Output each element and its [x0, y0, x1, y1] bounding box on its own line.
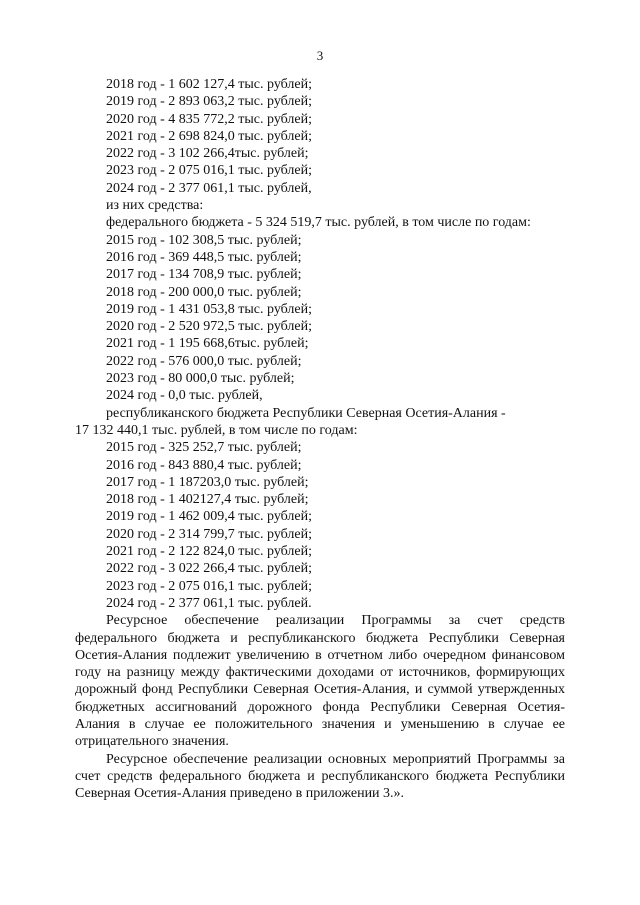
year-line-2022: 2022 год - 3 102 266,4тыс. рублей;: [106, 146, 309, 162]
republic-line-2023: 2023 год - 2 075 016,1 тыс. рублей;: [106, 578, 313, 594]
federal-line-2024: 2024 год - 0,0 тыс. рублей,: [106, 388, 263, 404]
document-body: [75, 76, 565, 802]
federal-line-2018: 2018 год - 200 000,0 тыс. рублей;: [106, 284, 302, 300]
republic-budget-heading: республиканского бюджета Республики Северная Осетия-Алания -: [106, 405, 506, 421]
federal-line-2019: 2019 год - 1 431 053,8 тыс. рублей;: [106, 301, 313, 317]
year-line-2018: 2018 год - 1 602 127,4 тыс. рублей;: [106, 77, 313, 92]
year-line-2021: 2021 год - 2 698 824,0 тыс. рублей;: [106, 128, 313, 144]
republic-line-2021: 2021 год - 2 122 824,0 тыс. рублей;: [106, 544, 313, 560]
republic-line-2018: 2018 год - 1 402127,4 тыс. рублей;: [106, 492, 309, 508]
republic-line-2019: 2019 год - 1 462 009,4 тыс. рублей;: [106, 509, 313, 525]
year-line-2023: 2023 год - 2 075 016,1 тыс. рублей;: [106, 163, 313, 179]
federal-line-2021: 2021 год - 1 195 668,6тыс. рублей;: [106, 336, 309, 352]
of-them-label: из них средства:: [106, 198, 204, 214]
total-by-year-list: [75, 76, 565, 197]
federal-line-2020: 2020 год - 2 520 972,5 тыс. рублей;: [106, 319, 313, 335]
federal-line-2016: 2016 год - 369 448,5 тыс. рублей;: [106, 249, 302, 265]
federal-line-2022: 2022 год - 576 000,0 тыс. рублей;: [106, 353, 302, 369]
republic-line-2016: 2016 год - 843 880,4 тыс. рублей;: [106, 457, 302, 473]
federal-line-2017: 2017 год - 134 708,9 тыс. рублей;: [106, 267, 302, 283]
republic-line-2022: 2022 год - 3 022 266,4 тыс. рублей;: [106, 561, 313, 577]
federal-budget-heading: федерального бюджета - 5 324 519,7 тыс. рублей, в том числе по годам:: [106, 215, 531, 231]
year-line-2024: 2024 год - 2 377 061,1 тыс. рублей,: [106, 180, 312, 196]
republic-line-2020: 2020 год - 2 314 799,7 тыс. рублей;: [106, 526, 313, 542]
republic-by-year-list: [75, 439, 565, 612]
year-line-2019: 2019 год - 2 893 063,2 тыс. рублей;: [106, 94, 313, 110]
federal-line-2015: 2015 год - 102 308,5 тыс. рублей;: [106, 232, 302, 248]
federal-line-2023: 2023 год - 80 000,0 тыс. рублей;: [106, 371, 295, 387]
republic-line-2024: 2024 год - 2 377 061,1 тыс. рублей.: [106, 595, 312, 611]
year-line-2020: 2020 год - 4 835 772,2 тыс. рублей;: [106, 111, 313, 127]
paragraph-appendix-reference: Ресурсное обеспечение реализации основных мероприятий Программы за счет средств федерального бюджета и республиканского бюджета Республики Северная Осетия-Алания приведено в приложении 3.».: [75, 751, 565, 802]
republic-line-2015: 2015 год - 325 252,7 тыс. рублей;: [106, 440, 302, 456]
republic-line-2017: 2017 год - 1 187203,0 тыс. рублей;: [106, 474, 309, 490]
federal-by-year-list: [75, 232, 565, 405]
paragraph-resource-increase: Ресурсное обеспечение реализации Программы за счет средств федерального бюджета и республиканского бюджета Республики Северная Осетия-Алания подлежит увеличению в отчетном либо очередном финансовом году на разницу между фактическими доходами от источников, формирующих дорожный фонд Республики Северная Осетия-Алания, и суммой утвержденных бюджетных ассигнований дорожного фонда Республики Северная Осетия-Алания в случае ее положительного значения и уменьшению в случае ее отрицательного значения.: [75, 613, 565, 750]
page-number: 3: [316, 48, 324, 63]
republic-budget-heading-cont: 17 132 440,1 тыс. рублей, в том числе по годам:: [75, 422, 358, 438]
